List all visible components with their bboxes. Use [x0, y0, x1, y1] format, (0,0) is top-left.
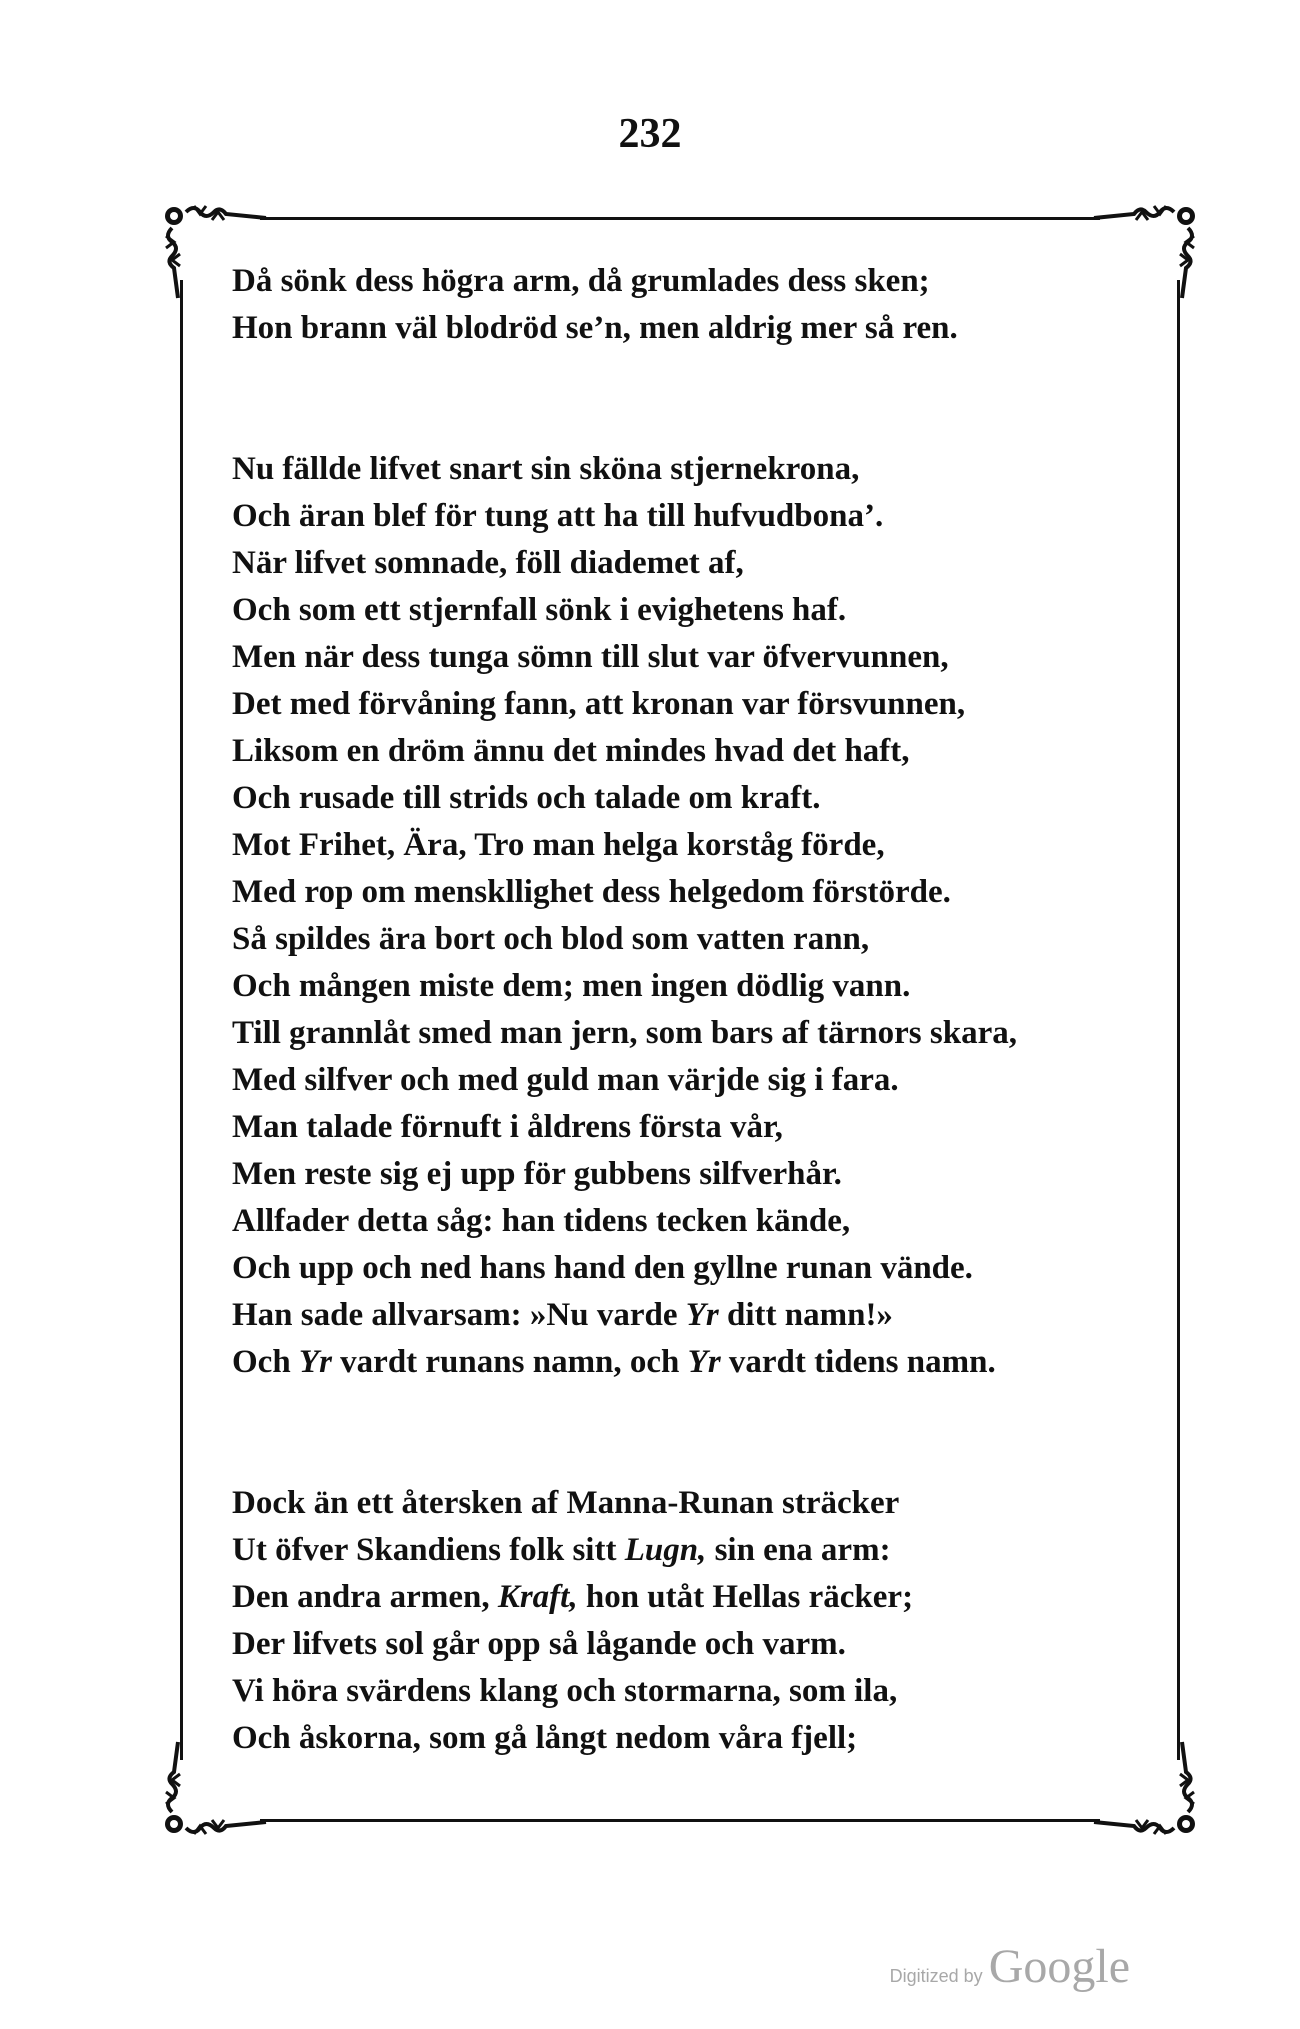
- poem-line: [232, 1245, 1132, 1292]
- poem-text: Vi höra svärdens klang och stormarna, som ila,: [232, 1673, 898, 1709]
- poem-line: [232, 1057, 1132, 1104]
- poem-text: vardt tidens namn.: [720, 1344, 996, 1380]
- poem-line: [232, 1574, 1132, 1621]
- poem-line: [232, 634, 1132, 681]
- poem-line: [232, 1010, 1132, 1057]
- poem-text: Och äran blef för tung att ha till hufvudbona’.: [232, 498, 884, 534]
- poem-line: [232, 681, 1132, 728]
- poem-text: Och som ett stjernfall sönk i evighetens haf.: [232, 592, 847, 628]
- poem-line: [232, 1292, 1132, 1339]
- poem-line: [232, 775, 1132, 822]
- poem-text: Den andra armen,: [232, 1579, 498, 1615]
- page-number: 232: [618, 111, 682, 157]
- poem-italic-word: Yr: [298, 1344, 332, 1380]
- poem-italic-word: Lugn,: [624, 1532, 707, 1568]
- poem-text: Det med förvåning fann, att kronan var försvunnen,: [232, 686, 966, 722]
- poem-text: Nu fällde lifvet snart sin sköna stjernekrona,: [232, 451, 860, 487]
- poem-line: [232, 258, 1132, 305]
- frame-rule-top: [260, 217, 1100, 220]
- digitized-watermark: [890, 1939, 1130, 1994]
- poem-text: Han sade allvarsam: »Nu varde: [232, 1297, 686, 1333]
- poem-text: Men när dess tunga sömn till slut var öfvervunnen,: [232, 639, 949, 675]
- poem-line: [232, 305, 1132, 352]
- poem-line: [232, 540, 1132, 587]
- poem-stanza: [232, 258, 1132, 352]
- poem-text: Med silfver och med guld man värjde sig i fara.: [232, 1062, 899, 1098]
- poem-text: Så spildes ära bort och blod som vatten rann,: [232, 921, 870, 957]
- poem-text: ditt namn!»: [718, 1297, 893, 1333]
- poem-line: [232, 822, 1132, 869]
- poem-text: vardt runans namn, och: [331, 1344, 688, 1380]
- poem-text: Hon brann väl blodröd se’n, men aldrig mer så ren.: [232, 310, 958, 346]
- poem-text: Med rop om menskllighet dess helgedom förstörde.: [232, 874, 951, 910]
- poem-text: Man talade förnuft i åldrens första vår,: [232, 1109, 783, 1145]
- poem-text: sin ena arm:: [706, 1532, 891, 1568]
- poem-line: [232, 963, 1132, 1010]
- poem-stanza: [232, 446, 1132, 1386]
- poem-text: Och upp och ned hans hand den gyllne runan vände.: [232, 1250, 973, 1286]
- poem-line: [232, 1621, 1132, 1668]
- poem-text: Och rusade till strids och talade om kraft.: [232, 780, 821, 816]
- frame-rule-bottom: [260, 1819, 1100, 1822]
- poem-text: Liksom en dröm ännu det mindes hvad det haft,: [232, 733, 910, 769]
- poem-line: [232, 1715, 1132, 1762]
- poem-line: [232, 1198, 1132, 1245]
- poem-italic-word: Yr: [687, 1344, 721, 1380]
- poem-stanza: [232, 1480, 1132, 1762]
- poem-text: Dock än ett återsken af Manna-Runan sträcker: [232, 1485, 900, 1521]
- poem-text: Mot Frihet, Ära, Tro man helga korståg förde,: [232, 827, 885, 863]
- poem-line: [232, 493, 1132, 540]
- frame-rule-left: [180, 280, 183, 1760]
- poem-text: När lifvet somnade, föll diademet af,: [232, 545, 744, 581]
- poem-body: [232, 258, 1132, 1762]
- poem-text: Ut öfver Skandiens folk sitt: [232, 1532, 625, 1568]
- poem-line: [232, 1480, 1132, 1527]
- poem-text: Och åskorna, som gå långt nedom våra fjell;: [232, 1720, 858, 1756]
- poem-text: Till grannlåt smed man jern, som bars af tärnors skara,: [232, 1015, 1017, 1051]
- poem-text: Och mången miste dem; men ingen dödlig vann.: [232, 968, 911, 1004]
- poem-line: [232, 1527, 1132, 1574]
- poem-line: [232, 1668, 1132, 1715]
- poem-text: hon utåt Hellas räcker;: [577, 1579, 914, 1615]
- poem-italic-word: Kraft,: [497, 1579, 578, 1615]
- poem-text: Då sönk dess högra arm, då grumlades dess sken;: [232, 263, 930, 299]
- poem-line: [232, 869, 1132, 916]
- frame-rule-right: [1177, 280, 1180, 1760]
- watermark-prefix: Digitized by: [889, 1966, 983, 1986]
- poem-line: [232, 728, 1132, 775]
- poem-text: Och: [232, 1344, 299, 1380]
- poem-line: [232, 1339, 1132, 1386]
- poem-line: [232, 1104, 1132, 1151]
- watermark-brand: Google: [988, 1940, 1130, 1993]
- poem-line: [232, 1151, 1132, 1198]
- poem-line: [232, 916, 1132, 963]
- poem-line: [232, 587, 1132, 634]
- poem-text: Allfader detta såg: han tidens tecken kände,: [232, 1203, 851, 1239]
- poem-text: Men reste sig ej upp för gubbens silfverhår.: [232, 1156, 842, 1192]
- poem-italic-word: Yr: [685, 1297, 719, 1333]
- poem-line: [232, 446, 1132, 493]
- poem-text: Der lifvets sol går opp så lågande och varm.: [232, 1626, 846, 1662]
